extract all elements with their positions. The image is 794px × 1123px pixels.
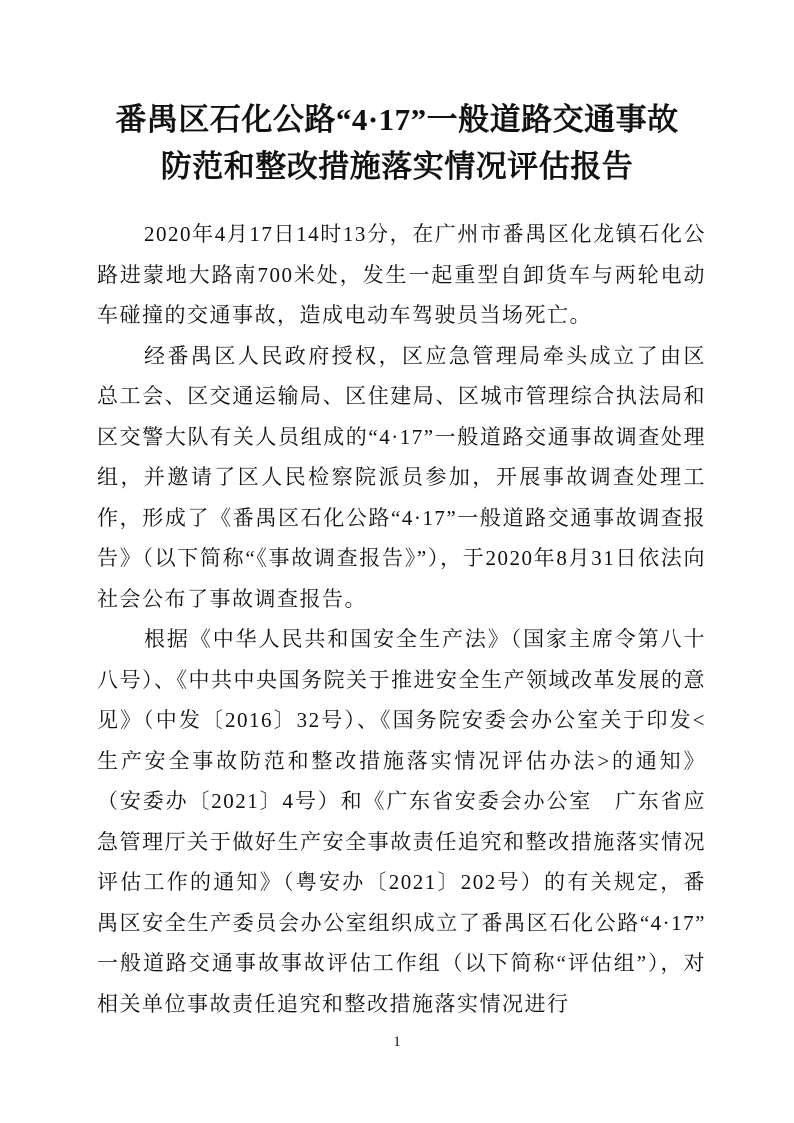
title-line-2: 防范和整改措施落实情况评估报告 <box>160 149 634 184</box>
page-number: 1 <box>393 1034 401 1050</box>
document-body <box>97 214 706 1024</box>
title-line-1: 番禺区石化公路“4·17”一般道路交通事故 <box>115 102 679 137</box>
paragraph-legal-basis: 根据《中华人民共和国安全生产法》（国家主席令第八十八号）、《中共中央国务院关于推进安全生产领域改革发展的意见》（中发〔2016〕32号）、《国务院安委会办公室关于印发<生产安全事故防范和整改措施落实情况评估办法>的通知》（安委办〔2021〕4号）和《广东省安委会办公室 广东省应急管理厅关于做好生产安全事故责任追究和整改措施落实情况评估工作的通知》（粤安办〔2021〕202号）的有关规定，番禺区安全生产委员会办公室组织成立了番禺区石化公路“4·17”一般道路交通事故事故评估工作组（以下简称“评估组”），对相关单位事故责任追究和整改措施落实情况进行 <box>97 627 706 1016</box>
document-title <box>44 96 750 190</box>
paragraph-accident-summary: 2020年4月17日14时13分，在广州市番禺区化龙镇石化公路进蒙地大路南700米处，发生一起重型自卸货车与两轮电动车碰撞的交通事故，造成电动车驾驶员当场死亡。 <box>97 222 706 327</box>
paragraph-investigation-team: 经番禺区人民政府授权，区应急管理局牵头成立了由区总工会、区交通运输局、区住建局、区城市管理综合执法局和区交警大队有关人员组成的“4·17”一般道路交通事故调查处理组，并邀请了区人民检察院派员参加，开展事故调查处理工作，形成了《番禺区石化公路“4·17”一般道路交通事故调查报告》（以下简称“《事故调查报告》”），于2020年8月31日依法向社会公布了事故调查报告。 <box>97 343 706 611</box>
